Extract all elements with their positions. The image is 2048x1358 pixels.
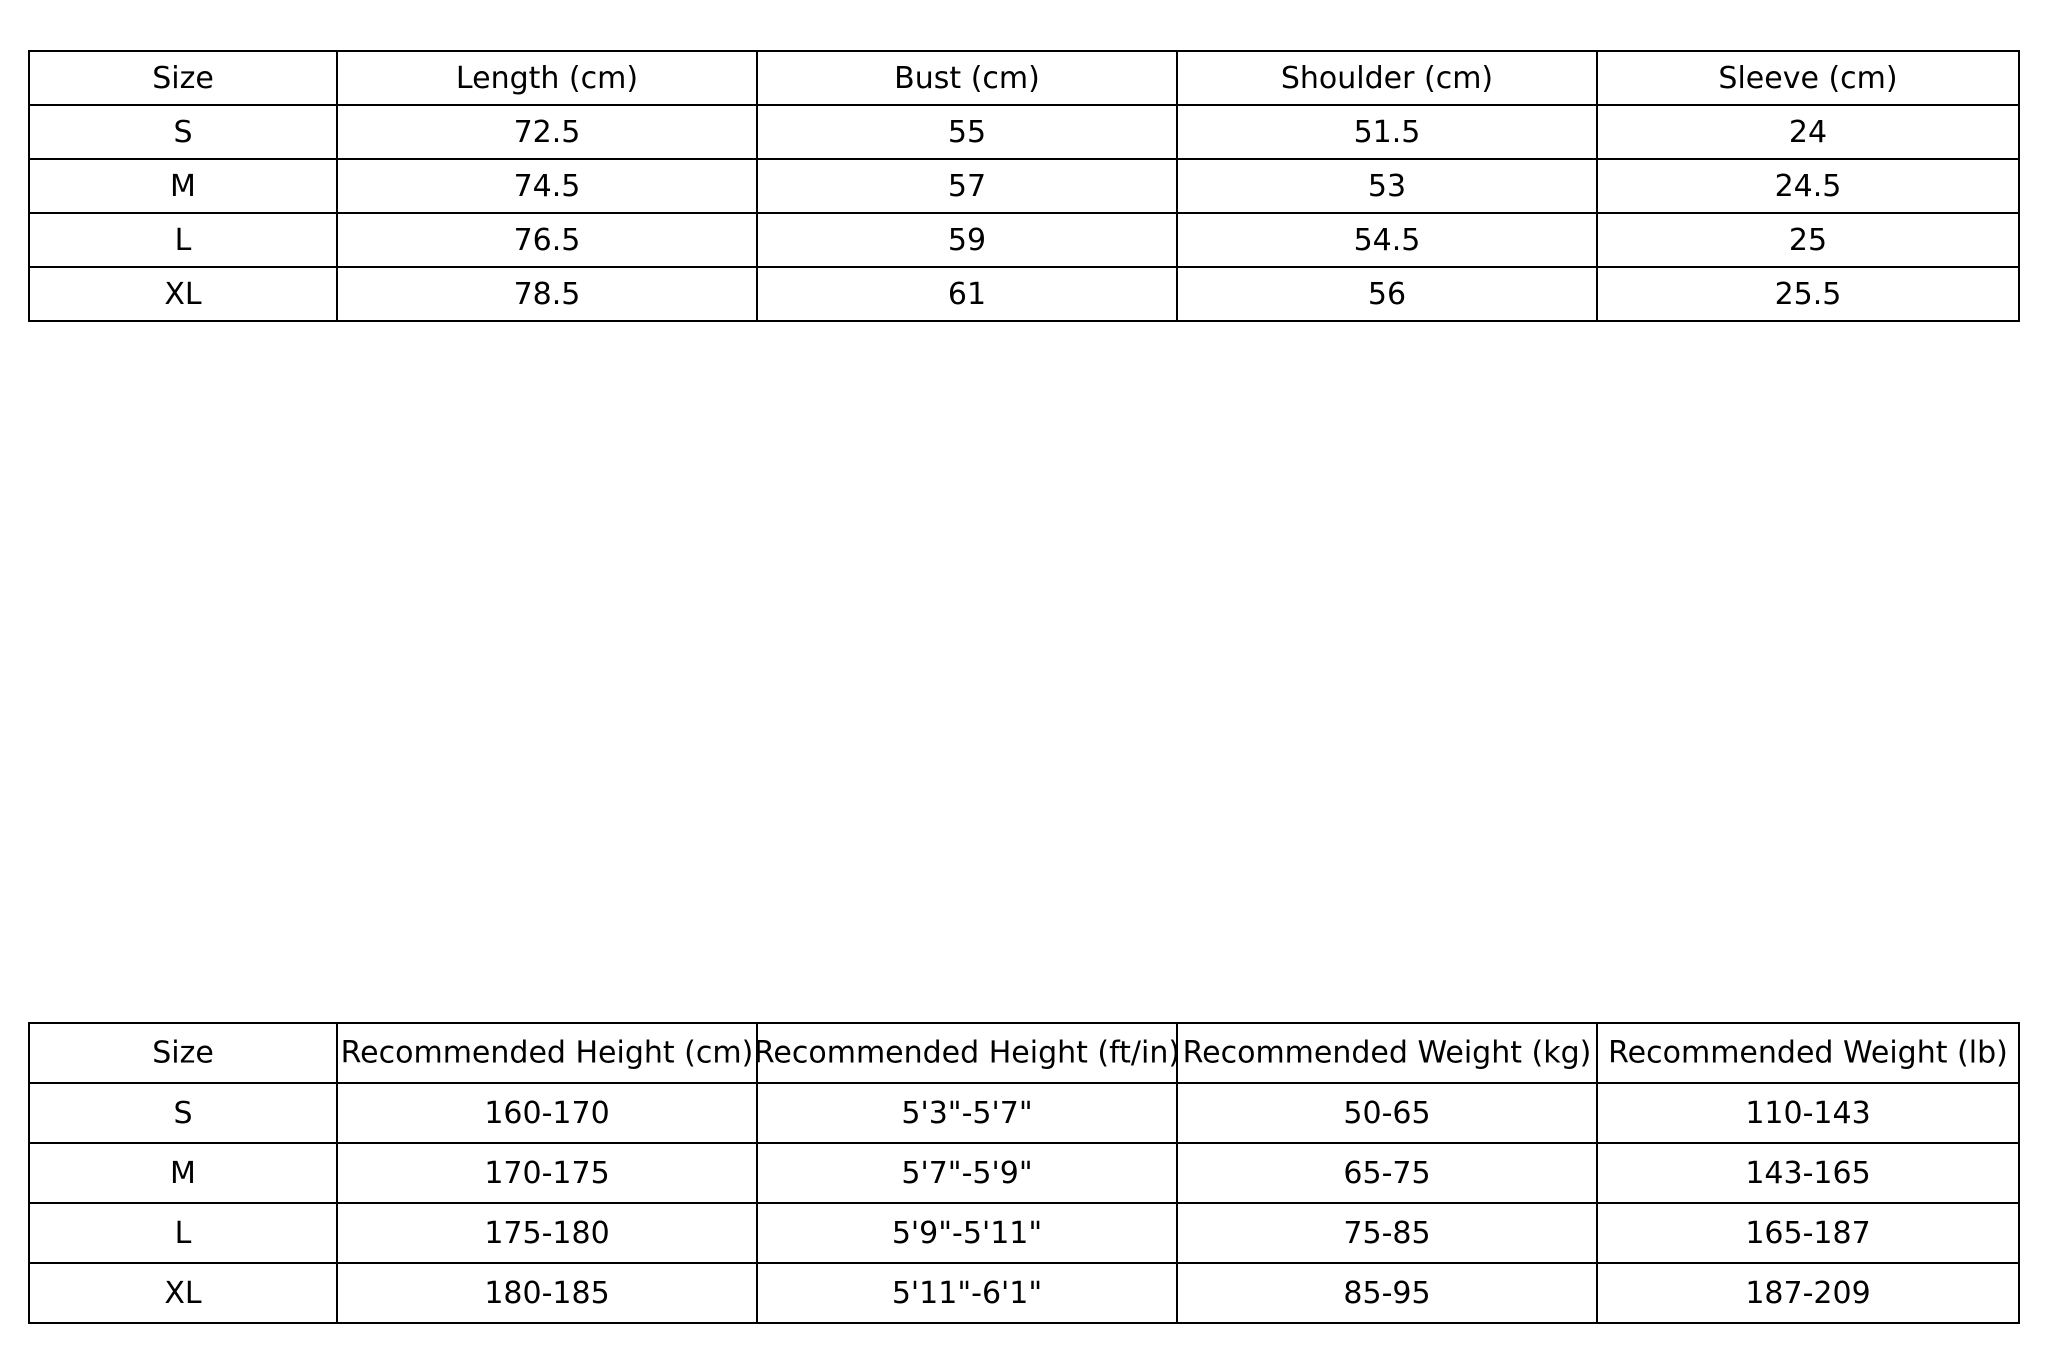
table-row: [29, 267, 2019, 321]
cell-sleeve: 25.5: [1597, 267, 2019, 321]
cell-weight-kg: 65-75: [1177, 1143, 1597, 1203]
table-row: [29, 1143, 2019, 1203]
cell-height-cm: 160-170: [337, 1083, 757, 1143]
cell-weight-lb: 110-143: [1597, 1083, 2019, 1143]
table-row: [29, 159, 2019, 213]
column-header-size: Size: [29, 51, 337, 105]
column-header-sleeve: Sleeve (cm): [1597, 51, 2019, 105]
column-header-weight-kg-label: Recommended Weight (kg): [1182, 1035, 1592, 1071]
cell-size: L: [29, 213, 337, 267]
table-row: [29, 105, 2019, 159]
column-header-length: Length (cm): [337, 51, 757, 105]
cell-sleeve: 24.5: [1597, 159, 2019, 213]
table-row: [29, 213, 2019, 267]
cell-size: M: [29, 1143, 337, 1203]
cell-length: 74.5: [337, 159, 757, 213]
table-row: [29, 1203, 2019, 1263]
column-header-height-cm-label: Recommended Height (cm): [340, 1035, 754, 1071]
cell-bust: 57: [757, 159, 1177, 213]
cell-length: 76.5: [337, 213, 757, 267]
garment-measurement-table: [28, 50, 2020, 322]
cell-sleeve: 24: [1597, 105, 2019, 159]
table-row: [29, 1263, 2019, 1323]
cell-shoulder: 51.5: [1177, 105, 1597, 159]
column-header-shoulder: Shoulder (cm): [1177, 51, 1597, 105]
cell-size: M: [29, 159, 337, 213]
cell-length: 78.5: [337, 267, 757, 321]
cell-height-ftin: 5'11"-6'1": [757, 1263, 1177, 1323]
cell-weight-lb: 187-209: [1597, 1263, 2019, 1323]
cell-size: S: [29, 1083, 337, 1143]
column-header-size: [29, 1023, 337, 1083]
cell-sleeve: 25: [1597, 213, 2019, 267]
column-header-height-ftin: [753, 1023, 1181, 1083]
cell-height-cm: 180-185: [337, 1263, 757, 1323]
table-header-row: [29, 51, 2019, 105]
cell-weight-kg: 85-95: [1177, 1263, 1597, 1323]
cell-weight-lb: 143-165: [1597, 1143, 2019, 1203]
column-header-weight-kg: [1177, 1023, 1597, 1083]
cell-height-cm: 170-175: [337, 1143, 757, 1203]
cell-height-ftin: 5'3"-5'7": [757, 1083, 1177, 1143]
table-row: [29, 1083, 2019, 1143]
column-header-height-cm: [337, 1023, 757, 1083]
cell-weight-kg: 75-85: [1177, 1203, 1597, 1263]
cell-bust: 55: [757, 105, 1177, 159]
cell-size: L: [29, 1203, 337, 1263]
column-header-height-ftin-label: Recommended Height (ft/in): [753, 1035, 1181, 1071]
column-header-weight-lb: [1597, 1023, 2019, 1083]
cell-weight-lb: 165-187: [1597, 1203, 2019, 1263]
table-header-row: [29, 1023, 2019, 1083]
cell-size: XL: [29, 267, 337, 321]
cell-shoulder: 56: [1177, 267, 1597, 321]
column-header-size-label: Size: [152, 1035, 214, 1071]
cell-size: S: [29, 105, 337, 159]
cell-shoulder: 53: [1177, 159, 1597, 213]
cell-weight-kg: 50-65: [1177, 1083, 1597, 1143]
cell-height-cm: 175-180: [337, 1203, 757, 1263]
cell-size: XL: [29, 1263, 337, 1323]
cell-shoulder: 54.5: [1177, 213, 1597, 267]
fit-recommendation-table: [28, 1022, 2020, 1324]
cell-height-ftin: 5'7"-5'9": [757, 1143, 1177, 1203]
column-header-bust: Bust (cm): [757, 51, 1177, 105]
cell-length: 72.5: [337, 105, 757, 159]
column-header-weight-lb-label: Recommended Weight (lb): [1608, 1035, 2008, 1071]
cell-height-ftin: 5'9"-5'11": [757, 1203, 1177, 1263]
cell-bust: 59: [757, 213, 1177, 267]
cell-bust: 61: [757, 267, 1177, 321]
